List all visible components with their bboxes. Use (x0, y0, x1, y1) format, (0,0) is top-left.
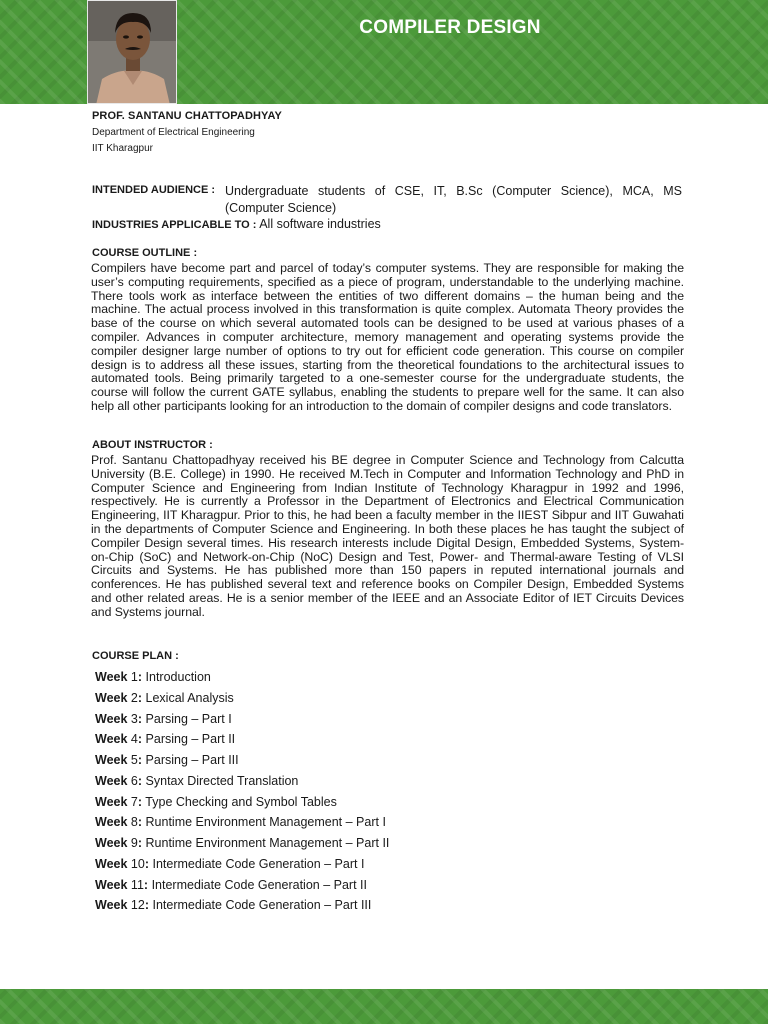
list-item: Week 5: Parsing – Part III (95, 753, 239, 767)
week-label: Week (95, 773, 128, 788)
footer-band (0, 989, 768, 1024)
list-item: Week 7: Type Checking and Symbol Tables (95, 794, 337, 809)
audience-label: INTENDED AUDIENCE : (92, 184, 216, 196)
instructor-department: Department of Electrical Engineering (92, 127, 255, 138)
list-item: Week 2: Lexical Analysis (95, 690, 234, 705)
about-text: Prof. Santanu Chattopadhyay received his BE degree in Computer Science and Technology from Calcutta University (B.E. College) in 1990. He received M.Tech in Computer and Information Technology and PhD in Computer Science and Engineering from Indian Institute of Technology Kharagpur in 1992 and 1996, respectively. He is currently a Professor in the Department of Electronics and Electrical Communication Engineering, IIT Kharagpur. Prior to this, he had been a faculty member in the IIEST Sibpur and IIT Guwahati in the departments of Computer Science and Engineering. In both these places he has taught the subject of Compiler Design several times. His research interests include Digital Design, Embedded Systems, System-on-Chip (SoC) and Network-on-Chip (NoC) Design and Test, Power- and Thermal-aware Testing of VLSI Circuits and Systems. He has published more than 150 papers in reputed international journals and conferences. He has published several text and reference books on Compiler Design, Embedded Systems and other related areas. He is a senior member of the IEEE and an Associate Editor of IET Circuits Devices and Systems journal. (91, 453, 684, 619)
industries-line (92, 217, 381, 231)
week-number: 12 (130, 898, 145, 913)
week-label: Week (95, 732, 128, 747)
outline-heading: COURSE OUTLINE : (92, 247, 198, 259)
week-topic: Syntax Directed Translation (145, 773, 299, 788)
week-number: 4 (130, 732, 138, 747)
plan-heading: COURSE PLAN : (92, 650, 179, 662)
about-heading: ABOUT INSTRUCTOR : (92, 439, 213, 451)
industries-label: INDUSTRIES APPLICABLE TO : (92, 219, 257, 231)
week-topic: Parsing – Part I (145, 711, 232, 726)
list-item: Week 8: Runtime Environment Management – Part I (95, 815, 386, 830)
week-topic: Runtime Environment Management – Part II (145, 836, 390, 850)
week-topic: Lexical Analysis (145, 690, 234, 705)
week-number: 6 (130, 773, 138, 788)
week-label: Week (95, 836, 128, 850)
week-topic: Introduction (145, 670, 211, 684)
week-number: 2 (130, 690, 138, 705)
week-topic: Intermediate Code Generation – Part I (152, 856, 365, 871)
week-number: 10 (130, 856, 145, 871)
week-topic: Intermediate Code Generation – Part III (152, 898, 372, 913)
week-topic: Runtime Environment Management – Part I (145, 815, 386, 830)
week-label: Week (95, 711, 128, 726)
list-item: Week 10: Intermediate Code Generation – Part I (95, 856, 365, 871)
week-topic: Type Checking and Symbol Tables (145, 794, 337, 809)
list-item: Week 3: Parsing – Part I (95, 711, 232, 726)
week-number: 11 (130, 877, 144, 892)
instructor-name: PROF. SANTANU CHATTOPADHYAY (92, 110, 282, 122)
instructor-photo (87, 0, 177, 104)
course-plan-list (95, 667, 389, 916)
week-number: 7 (130, 794, 138, 809)
list-item: Week 9: Runtime Environment Management – Part II (95, 836, 390, 850)
week-label: Week (95, 898, 128, 913)
week-topic: Intermediate Code Generation – Part II (151, 877, 367, 892)
course-title: COMPILER DESIGN (359, 17, 541, 38)
week-number: 9 (130, 836, 138, 850)
week-topic: Parsing – Part III (145, 753, 239, 767)
portrait-illustration (88, 1, 177, 104)
audience-value: Undergraduate students of CSE, IT, B.Sc (Computer Science), MCA, MS (Computer Science) (225, 184, 682, 215)
week-number: 8 (130, 815, 138, 830)
week-number: 1 (130, 670, 138, 684)
list-item: Week 12: Intermediate Code Generation – Part III (95, 898, 372, 913)
list-item: Week 6: Syntax Directed Translation (95, 773, 299, 788)
week-label: Week (95, 815, 128, 830)
list-item: Week 4: Parsing – Part II (95, 732, 236, 747)
week-number: 3 (130, 711, 138, 726)
list-item: Week 1: Introduction (95, 670, 211, 684)
week-label: Week (95, 690, 128, 705)
week-label: Week (95, 877, 128, 892)
week-topic: Parsing – Part II (145, 732, 236, 747)
industries-value: All software industries (259, 217, 381, 231)
week-number: 5 (130, 753, 138, 767)
list-item: Week 11: Intermediate Code Generation – Part II (95, 877, 367, 892)
week-label: Week (95, 753, 128, 767)
week-label: Week (95, 794, 128, 809)
outline-text: Compilers have become part and parcel of today’s computer systems. They are responsible for making the user’s computing requirements, specified as a piece of program, understandable to the underlying machine. There tools work as interface between the entities of two different domains – the human being and the machine. The actual process involved in this transformation is quite complex. Automata Theory provides the base of the course on which several automated tools can be designed to be used at various phases of a compiler. Advances in computer architecture, memory management and operating systems provide the compiler designer large number of options to try out for efficient code generation. This course on compiler design is to address all these issues, starting from the theoretical foundations to the architectural issues to automated tools. Being primarily targeted to a one-semester course for the undergraduate students, the course will follow the current GATE syllabus, enabling the students to prepare well for the same. It can also help all other participants looking for an introduction to the domain of compiler designs and code translators. (91, 261, 684, 413)
instructor-institute: IIT Kharagpur (92, 143, 153, 154)
week-label: Week (95, 670, 128, 684)
week-label: Week (95, 856, 128, 871)
